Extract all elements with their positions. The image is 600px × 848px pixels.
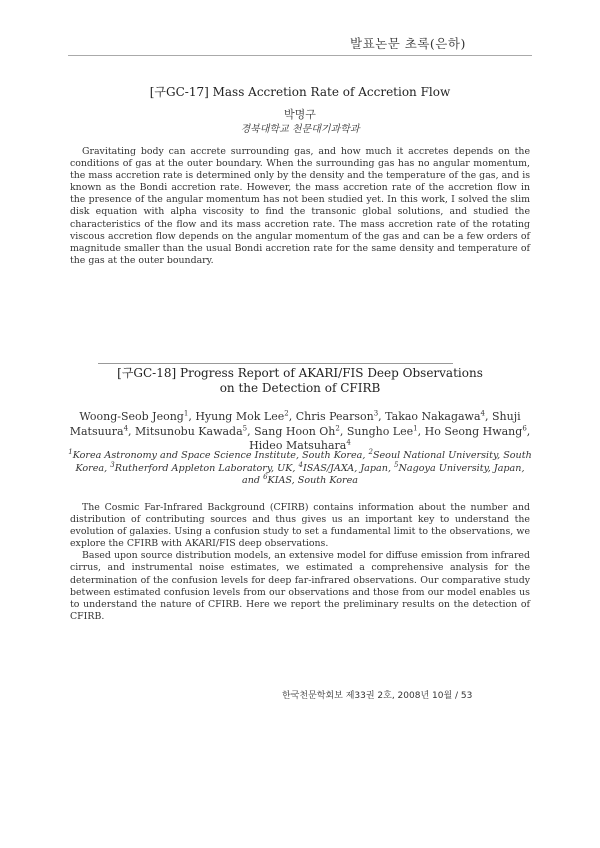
paper2-title-line1: [구GC-18] Progress Report of AKARI/FIS Deep Observations	[117, 366, 483, 380]
author-separator: ,	[526, 424, 531, 438]
author-name: Sang Hoon Oh	[254, 424, 336, 438]
author-affiliation-marker: 6	[522, 423, 527, 432]
author-name: Hyung Mok Lee	[195, 410, 285, 423]
paper2-affiliations	[66, 447, 534, 488]
paper2-authors	[66, 410, 534, 454]
paper2-title-line2: on the Detection of CFIRB	[219, 380, 381, 395]
affiliation-marker: 3	[110, 460, 115, 469]
author-affiliation-marker: 4	[480, 409, 486, 418]
paper2-abstract-paragraph-2: Based upon source distribution models, an extensive model for diffuse emission from infrared cirrus, and instrumental noise estimates, we estimated a comprehensive analysis for the determination of the confusion levels for deep far-infrared observations. Our comparative study between estimated confusion levels from our observations and those from our model enables us to understand the nature of CFIRB. Here we report the preliminary results on the detection of CFIRB.	[70, 550, 530, 622]
author-name: Ho Seong Hwang	[424, 424, 523, 438]
author-name: Woong-Seob Jeong	[79, 410, 184, 423]
affiliation-text: Rutherford Appleton Laboratory, UK,	[114, 462, 299, 474]
author-separator: ,	[339, 424, 347, 438]
paper1-author: 박명구	[284, 108, 316, 121]
author-name: Mitsunobu Kawada	[135, 424, 243, 438]
affiliation-marker: 4	[298, 460, 303, 469]
author-affiliation-marker: 4	[346, 438, 351, 447]
author-separator: ,	[288, 410, 296, 423]
author-name: Hideo Matsuhara	[249, 439, 347, 452]
paper2-abstract-paragraph-1: The Cosmic Far-Infrared Background (CFIRB) contains information about the number and distribution of contributing sources and thus gives us an important key to understand the evolution of galaxies. Using a confusion study to set a fundamental limit to the observations, we explore the CFIRB with AKARI/FIS deep observations.	[70, 502, 530, 550]
section-divider	[98, 363, 453, 364]
running-header-section: 발표논문 초록(은하)	[350, 36, 466, 51]
affiliation-marker: 5	[394, 460, 399, 469]
author-name: Sungho Lee	[346, 424, 414, 438]
author-name: Shuji Matsuura	[69, 410, 521, 438]
paper1-affiliation: 경북대학교 천문대기과학과	[240, 124, 360, 135]
author-affiliation-marker: 4	[123, 423, 129, 432]
author-name: Takao Nakagawa	[385, 410, 481, 423]
author-separator: ,	[378, 410, 386, 423]
paper2-abstract	[70, 502, 530, 623]
author-affiliation-marker: 3	[373, 409, 379, 418]
affiliation-marker: 2	[368, 447, 373, 456]
paper1-title: [구GC-17] Mass Accretion Rate of Accretion Flow	[149, 85, 451, 99]
header-rule	[68, 55, 532, 56]
affiliation-text: KIAS, South Korea	[267, 475, 359, 486]
paper1-abstract	[70, 146, 530, 267]
author-separator: ,	[485, 410, 493, 423]
affiliation-marker: 6	[263, 472, 268, 481]
affiliation-text: Korea Astronomy and Space Science Institute, South Korea,	[72, 450, 369, 461]
paper2-title	[0, 366, 600, 395]
affiliation-text: Nagoya University, Japan, and	[241, 462, 525, 486]
author-affiliation-marker: 2	[335, 423, 340, 432]
page-footer-citation: 한국천문학회보 제33권 2호, 2008년 10월 / 53	[282, 691, 473, 701]
author-affiliation-marker: 1	[183, 409, 189, 418]
author-separator: ,	[247, 424, 255, 438]
author-separator: ,	[417, 424, 425, 438]
author-affiliation-marker: 5	[242, 423, 248, 432]
author-separator: ,	[128, 424, 136, 438]
author-separator: ,	[188, 410, 196, 423]
author-affiliation-marker: 2	[284, 409, 289, 418]
author-name: Chris Pearson	[295, 410, 374, 423]
affiliation-text: ISAS/JAXA, Japan,	[302, 462, 395, 474]
affiliation-marker: 1	[68, 447, 73, 456]
paper1-abstract-paragraph: Gravitating body can accrete surrounding gas, and how much it accretes depends on the conditions of gas at the outer boundary. When the surrounding gas has no angular momentum, the mass accretion rate is determined only by the density and the temperature of the gas, and is known as the Bondi accretion rate. However, the mass accretion rate of the accretion flow in the presence of the angular momentum has not been studied yet. In this work, I solved the slim disk equation with alpha viscosity to find the transonic global solutions, and studied the characteristics of the flow and its mass accretion rate. The mass accretion rate of the rotating viscous accretion flow depends on the angular momentum of the gas and can be a few orders of magnitude smaller than the usual Bondi accretion rate for the same density and temperature of the gas at the outer boundary.	[70, 146, 530, 266]
author-affiliation-marker: 1	[413, 423, 418, 432]
affiliation-text: Seoul National University, South Korea,	[75, 450, 532, 474]
